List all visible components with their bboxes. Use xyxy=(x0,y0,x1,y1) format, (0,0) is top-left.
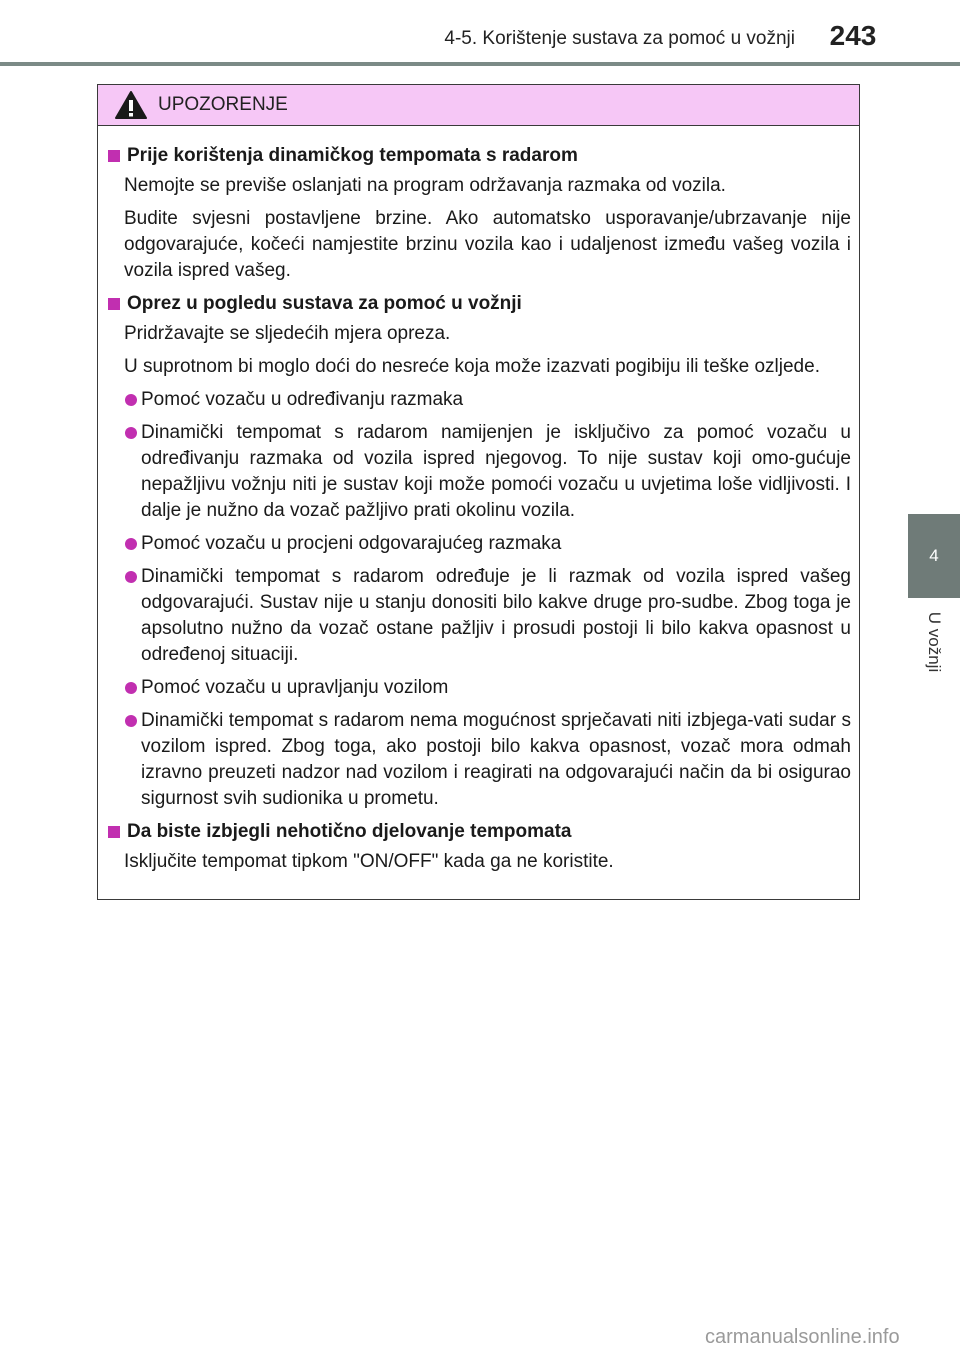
warning-triangle-icon xyxy=(114,90,148,120)
section-title: 4-5. Korištenje sustava za pomoć u vožnji xyxy=(444,28,795,49)
list-item: Dinamički tempomat s radarom određuje je li razmak od vozila ispred vašeg odgovarajući. Sustav nije u stanju donositi bilo kakve druge pro-sudbe. Zbog toga je apsolutno nužno da vozač ostane pažljiv i prosudi postoji li bilo kakva opasnost u određenoj situaciji. xyxy=(125,564,851,668)
paragraph: Nemojte se previše oslanjati na program održavanja razmaka od vozila. xyxy=(124,175,726,196)
round-bullet-icon xyxy=(125,571,137,583)
chapter-tab[interactable] xyxy=(908,514,960,598)
section-heading: Da biste izbjegli nehotično djelovanje tempomata xyxy=(108,819,851,845)
list-item: Pomoć vozaču u upravljanju vozilom xyxy=(125,675,851,701)
list-item: Dinamički tempomat s radarom namijenjen je isključivo za pomoć vozaču u određivanju razmaka od vozila ispred njegovog. To nije sustav koji omo-gućuje nepažljivu vožnju niti je sustav koji može pomoći vozaču u uvjetima loše vidljivosti. I dalje je nužno da vozač pažljivo prati okolinu vozila. xyxy=(125,420,851,524)
round-bullet-icon xyxy=(125,538,137,550)
watermark[interactable]: carmanualsonline.info xyxy=(705,1326,900,1348)
section-heading: Oprez u pogledu sustava za pomoć u vožnji xyxy=(108,291,851,317)
list-item: Pomoć vozaču u procjeni odgovarajućeg razmaka xyxy=(125,531,851,557)
square-bullet-icon xyxy=(108,298,120,310)
paragraph: Budite svjesni postavljene brzine. Ako automatsko usporavanje/ubrzavanje nije odgovarajuće, kočeći namjestite brzinu vozila kao i udaljenost između vašeg vozila i vozila ispred vašeg. xyxy=(124,208,851,281)
round-bullet-icon xyxy=(125,394,137,406)
header-divider xyxy=(0,62,960,66)
list-item: Dinamički tempomat s radarom nema mogućnost sprječavati niti izbjega-vati sudar s vozilom ispred. Zbog toga, ako postoji bilo kakva opasnost, vozač mora odmah izravno preuzeti nadzor nad vozilom i reagirati na odgovarajući način da bi osigurao sigurnost svih sudionika u prometu. xyxy=(125,708,851,812)
round-bullet-icon xyxy=(125,715,137,727)
section-heading: Prije korištenja dinamičkog tempomata s radarom xyxy=(108,143,851,169)
round-bullet-icon xyxy=(125,427,137,439)
warning-box xyxy=(97,84,860,900)
warning-header xyxy=(98,85,859,126)
paragraph: Isključite tempomat tipkom "ON/OFF" kada ga ne koristite. xyxy=(124,851,614,872)
page-number: 243 xyxy=(829,20,877,51)
chapter-number: 4 xyxy=(929,546,939,565)
round-bullet-icon xyxy=(125,682,137,694)
warning-body xyxy=(98,126,859,875)
paragraph: U suprotnom bi moglo doći do nesreće koja može izazvati pogibiju ili teške ozljede. xyxy=(124,356,820,377)
list-item: Pomoć vozaču u određivanju razmaka xyxy=(125,387,851,413)
paragraph: Pridržavajte se sljedećih mjera opreza. xyxy=(124,323,451,344)
square-bullet-icon xyxy=(108,150,120,162)
warning-title: UPOZORENJE xyxy=(158,94,288,115)
chapter-label: U vožnji xyxy=(925,611,944,673)
square-bullet-icon xyxy=(108,826,120,838)
